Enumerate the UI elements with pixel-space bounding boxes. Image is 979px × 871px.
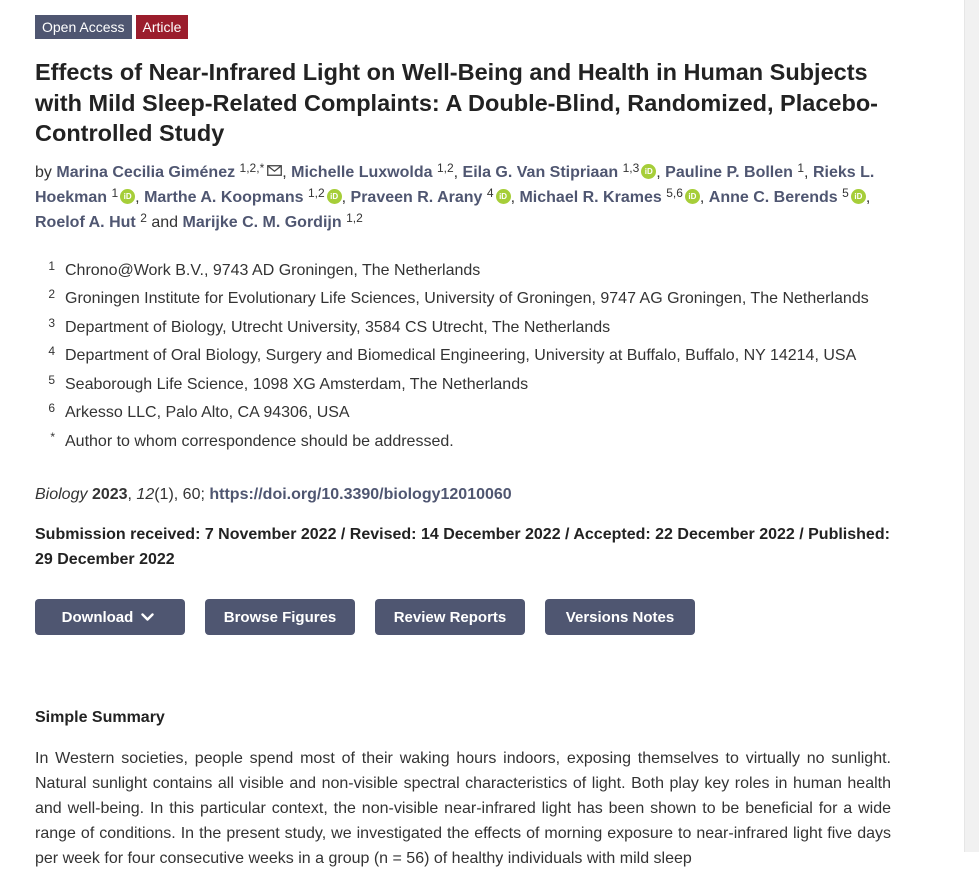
author-name[interactable]: Pauline P. Bollen [665, 163, 793, 181]
author-affiliation-sup: 1,2 [346, 210, 363, 225]
review-reports-button[interactable]: Review Reports [375, 599, 525, 635]
affiliation-text: Arkesso LLC, Palo Alto, CA 94306, USA [65, 404, 350, 421]
affiliation-number: 3 [48, 315, 55, 330]
affiliation-text: Author to whom correspondence should be addressed. [65, 432, 454, 450]
affiliation-text: Groningen Institute for Evolutionary Life Sciences, University of Groningen, 9747 AG Groningen, The Netherlands [65, 290, 869, 307]
affiliation-text: Department of Oral Biology, Surgery and Biomedical Engineering, University at Buffalo, Buffalo, NY 14214, USA [65, 347, 857, 364]
envelope-icon[interactable] [267, 165, 282, 176]
author-affiliation-sup: 1,2 [307, 185, 325, 200]
by-label: by [35, 163, 52, 181]
author-list: by Marina Cecilia Giménez $^{1,2,*}$ , Michelle Luxwolda $^{1,2}$, Eila G. Van Stipriaan $^{1,3}$ iD , Pauline P. Bollen $^1$, Rieks L. Hoekman $^1$ iD , Marthe A. Koopmans $^{1,2}$ iD , Praveen R. Arany $^4$ iD , Michael R. Krames $^{5,6}$ iD , Anne C. Berends $^5$ iD , Roelof A. Hut $^2$ and Marijke C. M. Gordijn $^{1,2}$ [35, 160, 875, 231]
article-header [35, 15, 891, 871]
affiliation-item [35, 314, 891, 343]
author-affiliation-sup: 4 [486, 185, 494, 200]
open-access-badge: Open Access [35, 15, 132, 39]
simple-summary-heading: Simple Summary [35, 709, 165, 726]
journal-name: Biology [35, 486, 88, 503]
article-actions [35, 599, 891, 635]
citation-issue-pages: (1), 60; [154, 486, 210, 503]
affiliation-number: 1 [48, 258, 55, 273]
orcid-icon[interactable]: iD [851, 189, 866, 204]
author-affiliation-sup: 1,2 [436, 160, 454, 175]
affiliation-item [35, 257, 891, 286]
author-affiliation-sup: 5 [842, 185, 849, 200]
author-name[interactable]: Rieks L. Hoekman [35, 163, 875, 206]
simple-summary-text: In Western societies, people spend most of their waking hours indoors, exposing themselves to virtually no sunlight. Natural sunlight contains all visible and non-visible spectral characteristics of light. Both play key roles in human health and well-being. In this particular context, the non-visible near-infrared light has been shown to be beneficial for a wide range of conditions. In the present study, we investigated the effects of morning exposure to near-infrared light five days per week for four consecutive weeks in a group (n = 56) of healthy individuals with mild sleep [35, 750, 891, 867]
author-name[interactable]: Marthe A. Koopmans [144, 188, 304, 206]
author-affiliation-sup: 5,6 [666, 185, 683, 200]
author-name[interactable]: Anne C. Berends [708, 188, 838, 206]
author-name[interactable]: Roelof A. Hut [35, 213, 136, 231]
article-type-badge: Article [136, 15, 189, 39]
affiliation-number: 2 [48, 287, 55, 301]
affiliation-text: Seaborough Life Science, 1098 XG Amsterdam, The Netherlands [65, 375, 529, 393]
versions-notes-button[interactable]: Versions Notes [545, 599, 695, 635]
author-name[interactable]: Eila G. Van Stipriaan [462, 163, 619, 181]
orcid-icon[interactable]: iD [685, 189, 700, 204]
page-scrollbar[interactable] [964, 0, 979, 852]
author-name[interactable]: Michelle Luxwolda [291, 163, 433, 181]
affiliation-item [35, 285, 891, 314]
affiliation-item [35, 399, 891, 428]
orcid-icon[interactable]: iD [120, 189, 135, 204]
affiliation-text: Chrono@Work B.V., 9743 AD Groningen, The Netherlands [65, 261, 481, 279]
article-badges [35, 15, 891, 39]
author-affiliation-sup: 2 [140, 210, 147, 225]
author-affiliation-sup: 1,2,* [239, 160, 265, 175]
author-affiliation-sup: 1 [111, 185, 119, 200]
affiliation-item [35, 428, 891, 457]
citation-volume: 12 [136, 486, 155, 503]
orcid-icon[interactable]: iD [641, 164, 656, 179]
affiliation-text: Department of Biology, Utrecht University, 3584 CS Utrecht, The Netherlands [65, 318, 611, 336]
author-name[interactable]: Marijke C. M. Gordijn [182, 213, 342, 231]
affiliation-number: * [50, 429, 55, 444]
article-title: Effects of Near-Infrared Light on Well-Being and Health in Human Subjects with Mild Sleep-Related Complaints: A Double-Blind, Randomized, Placebo-Controlled Study [35, 59, 879, 146]
affiliation-list [35, 257, 891, 457]
affiliation-item [35, 371, 891, 400]
and-label: and [151, 213, 179, 231]
author-name[interactable]: Michael R. Krames [519, 188, 662, 206]
affiliation-number: 5 [48, 372, 55, 387]
affiliation-item [35, 342, 891, 371]
citation: Biology 2023, 12(1), 60; https://doi.org/10.3390/biology12010060 [35, 486, 512, 503]
affiliation-number: 6 [48, 401, 55, 415]
download-label: Download [61, 608, 134, 626]
citation-year: 2023 [91, 486, 128, 503]
affiliation-number: 4 [48, 344, 55, 358]
orcid-icon[interactable]: iD [496, 189, 511, 204]
author-affiliation-sup: 1 [797, 160, 805, 175]
author-affiliation-sup: 1,3 [622, 160, 640, 175]
download-button[interactable] [35, 599, 185, 635]
author-name[interactable]: Praveen R. Arany [350, 188, 483, 206]
author-name[interactable]: Marina Cecilia Giménez [56, 163, 236, 181]
doi-link[interactable]: https://doi.org/10.3390/biology12010060 [209, 486, 512, 503]
publication-dates: Submission received: 7 November 2022 / Revised: 14 December 2022 / Accepted: 22 December 2022 / Published: 29 December 2022 [35, 526, 890, 568]
orcid-icon[interactable]: iD [327, 189, 342, 204]
browse-figures-button[interactable]: Browse Figures [205, 599, 355, 635]
chevron-down-icon [141, 613, 154, 622]
